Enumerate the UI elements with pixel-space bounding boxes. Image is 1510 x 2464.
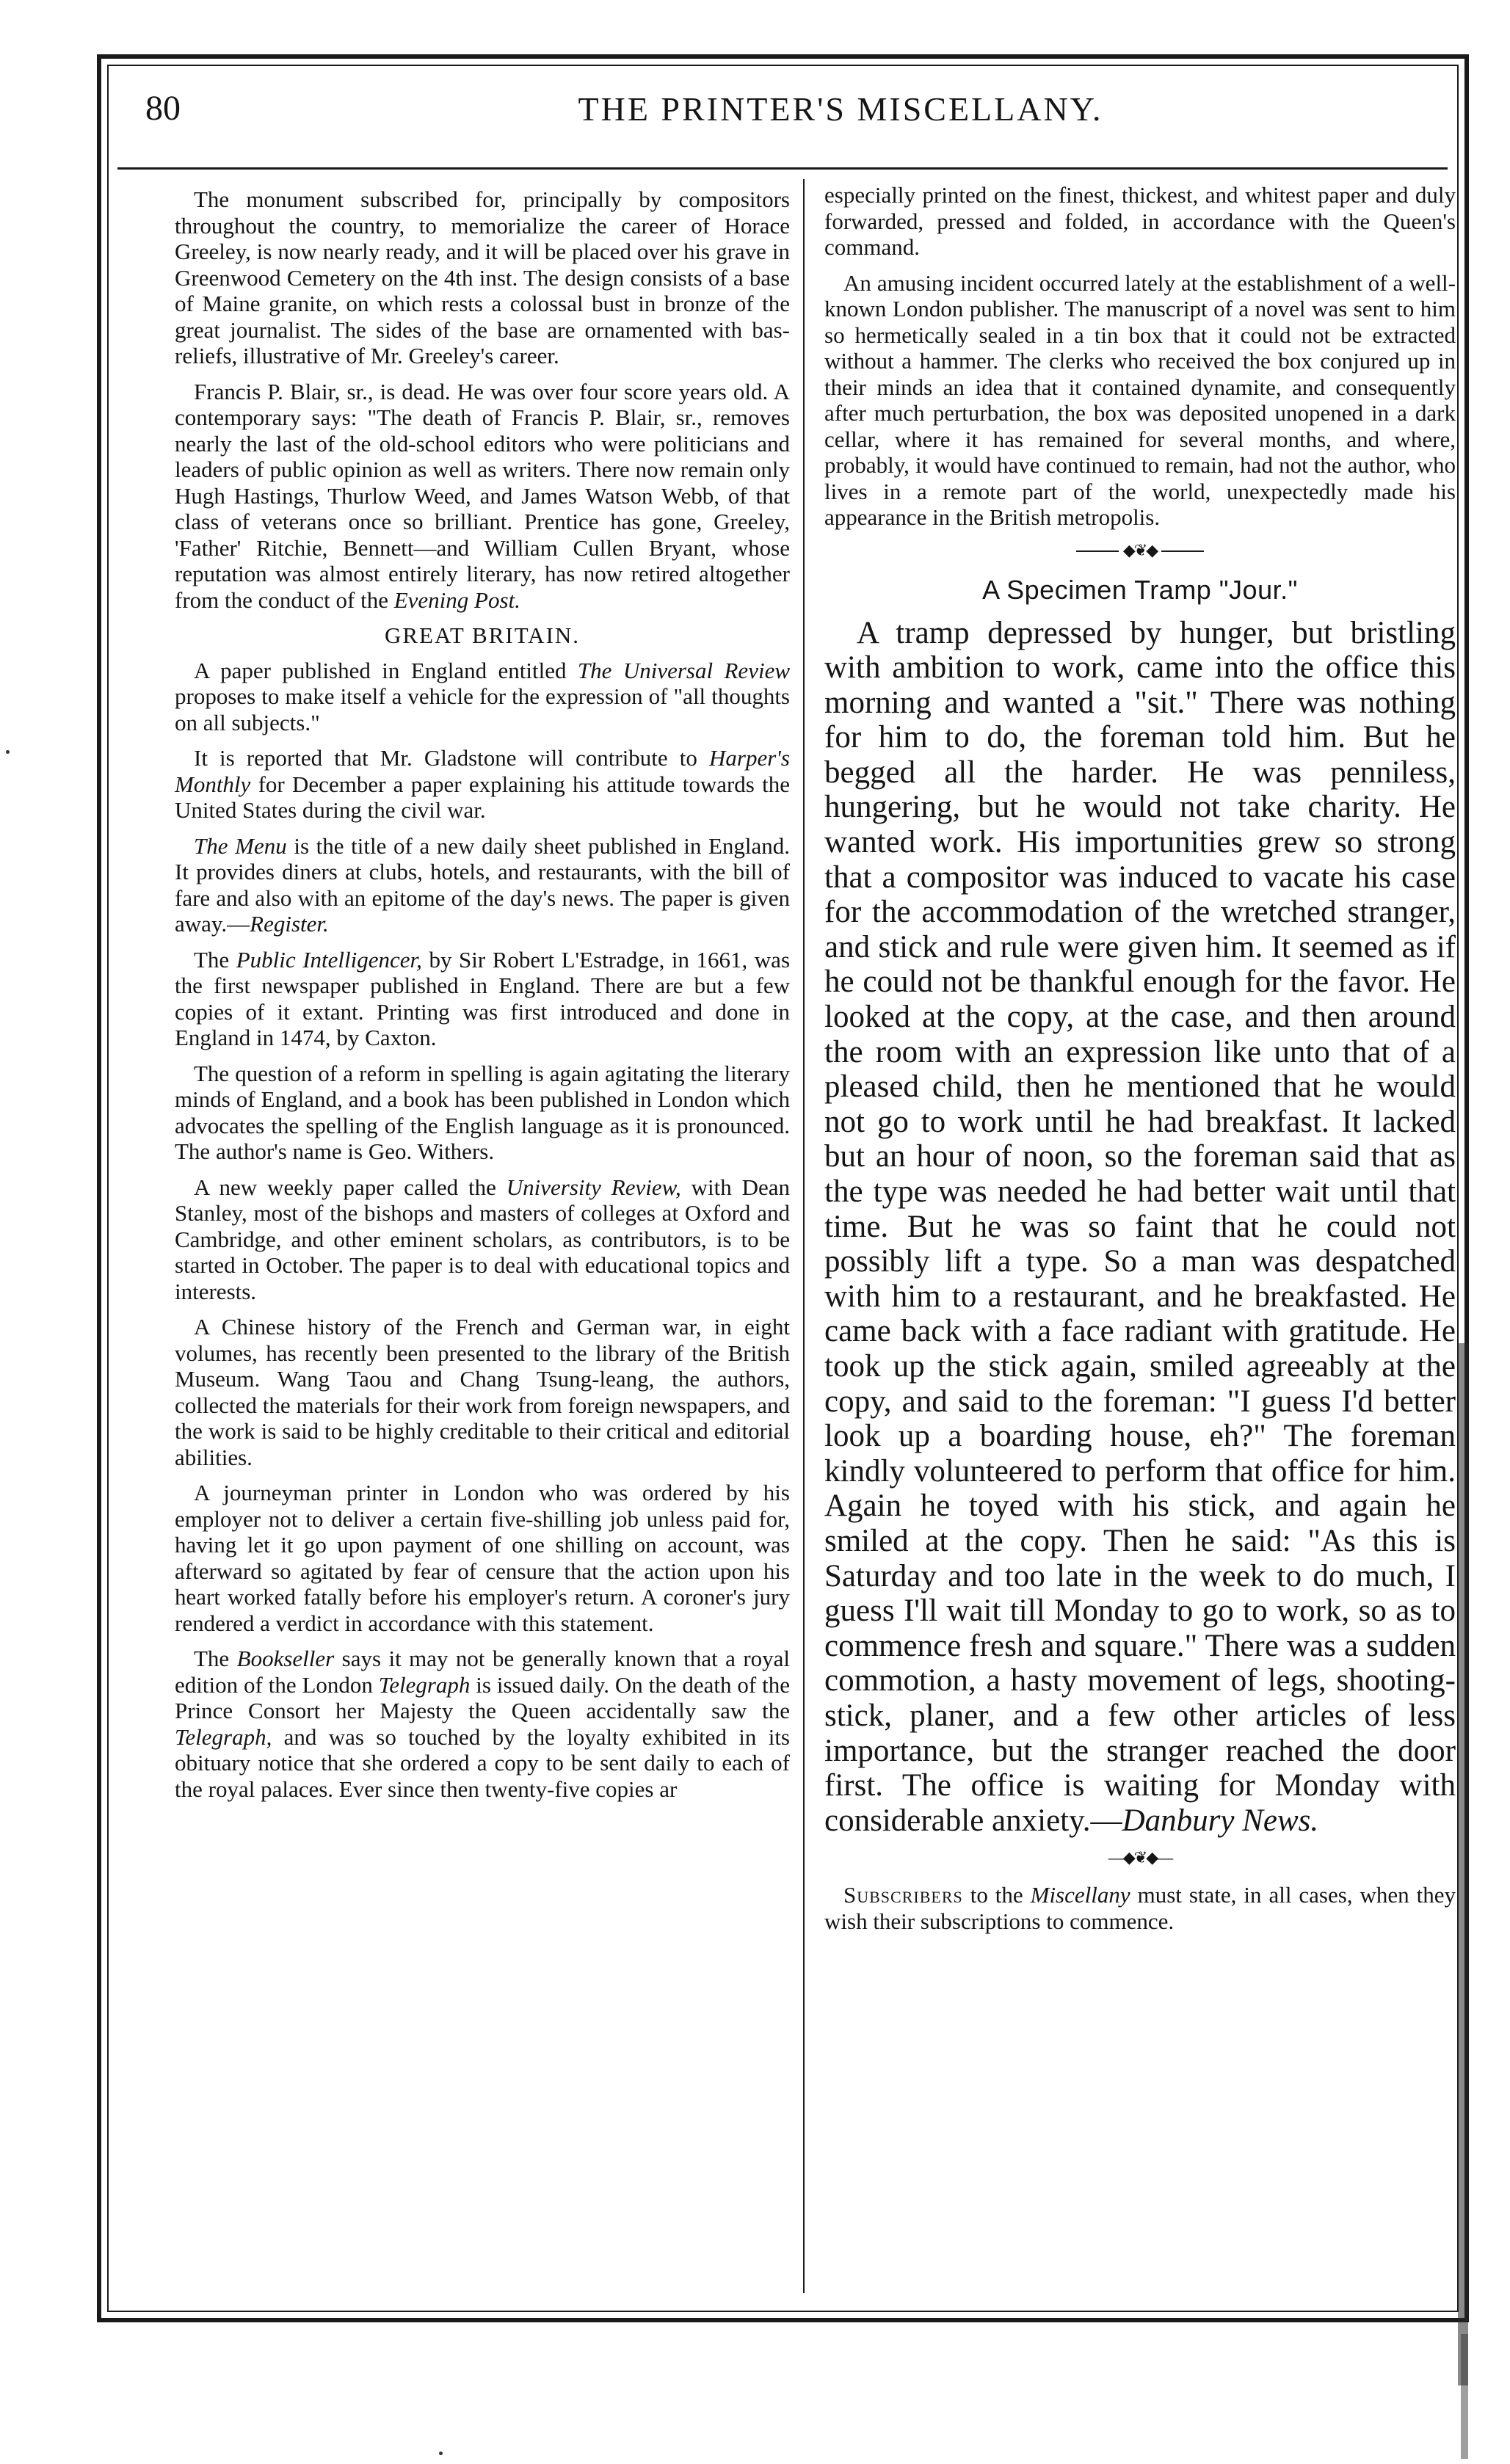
ornament-divider: ◆❦◆ <box>824 541 1456 560</box>
header-rule <box>117 167 1448 170</box>
paragraph-journeyman-printer: A journeyman printer in London who was ordered by his employer not to deliver a certain five-shilling job unless paid for, having let it go upon payment of one shilling on account, was afterward so agitated by fear of censure that the action upon his heart worked fatally before his employer's return. A coroner's jury rendered a verdict in accordance with this statement. <box>175 1480 790 1636</box>
paragraph-universal-review: A paper published in England entitled The Universal Review proposes to make itself a vehicle for the expression of "all thoughts on all subjects." <box>175 657 791 735</box>
scan-dot <box>439 2452 443 2455</box>
paragraph-royal-edition-cont: especially printed on the finest, thickest, and whitest paper and duly forwarded, pressed and folded, in accordance with the Queen's command. <box>824 182 1456 260</box>
paragraph-menu: The Menu is the title of a new daily sheet published in England. It provides diners at clubs, hotels, and restaurants, with the bill of fare and also with an epitome of the day's news. The paper is given away.—Register. <box>175 832 791 937</box>
column-divider <box>803 179 805 2293</box>
continued-text <box>824 182 1456 531</box>
paragraph-greeley-monument: The monument subscribed for, principally by compositors throughout the country, to memorialize the career of Horace Greeley, is now nearly ready, and it will be placed over his grave in Greenwood Cemetery on the 4th inst. The design consists of a base of Maine granite, on which rests a colossal bust in bronze of the great journalist. The sides of the base are ornamented with bas-reliefs, illustrative of Mr. Greeley's career. <box>175 186 790 368</box>
right-column <box>824 182 1456 1944</box>
paragraph-blair: Francis P. Blair, sr., is dead. He was over four score years old. A contemporary says: "The death of Francis P. Blair, sr., removes nearly the last of the old-school editors who were politicians and leaders of public opinion as well as writers. There now remain only Hugh Hastings, Thurlow Weed, and James Watson Webb, of that class of veterans once so brilliant. Prentice has gone, Greeley, 'Father' Ritchie, Bennett—and William Cullen Bryant, whose reputation was almost entirely literary, has now retired altogether from the conduct of the Evening Post. <box>175 378 790 613</box>
ornament-divider-small: —◆❦◆— <box>1108 1848 1172 1867</box>
section-heading-great-britain: GREAT BRITAIN. <box>384 622 581 648</box>
paragraph-subscribers: Subscribers to the Miscellany must state, in all cases, when they wish their subscriptions to commence. <box>824 1882 1456 1934</box>
page-number: 80 <box>145 89 181 128</box>
paragraph-spelling-reform: The question of a reform in spelling is again agitating the literary minds of England, and a book has been published in London which advocates the spelling of the English language as it is pronounced. The author's name is Geo. Withers. <box>175 1060 790 1164</box>
paragraph-tramp: A tramp depressed by hunger, but bristling with ambition to work, came into the office this morning and wanted a "sit." There was nothing for him to do, the foreman told him. But he begged all the harder. He was penniless, hungering, but he would not take charity. He wanted work. His importunities grew so strong that a compositor was induced to vacate his case for the accommodation of the wretched stranger, and stick and rule were given him. It seemed as if he could not be thankful enough for the favor. He looked at the copy, at the case, and then around the room with an expression like unto that of a pleased child, then he mentioned that he would not go to work until he had breakfast. It lacked but an hour of noon, so the foreman said that as the type was needed he had better wait until that time. But he was so faint that he could not possibly lift a type. So a man was despatched with him to a restaurant, and he breakfasted. He came back with a face radiant with gratitude. He took up the stick again, smiled agreeably at the copy, and said to the foreman: "I guess I'd better look up a boarding house, eh?" The foreman kindly volunteered to perform that office for him. Again he toyed with his stick, and again he smiled at the copy. Then he said: "As this is Saturday and too late in the week to do much, I guess I'll wait till Monday to go to work, so as to commence fresh and square." There was a sudden commotion, a hasty movement of legs, shooting-stick, planer, and a few other articles of less importance, but the stranger reached the door first. The office is waiting for Monday with considerable anxiety.—Danbury News. <box>824 615 1456 1838</box>
paragraph-chinese-history: A Chinese history of the French and German war, in eight volumes, has recently been presented to the library of the British Museum. Wang Taou and Chang Tsung-leang, the authors, collected the materials for their work from foreign newspapers, and the work is said to be highly creditable to their critical and editorial abilities. <box>175 1314 790 1470</box>
paragraph-public-intelligencer: The Public Intelligencer, by Sir Robert L'Estradge, in 1661, was the first newspaper published in England. There are but a few copies of it extant. Printing was first introduced and done in England in 1474, by Caxton. <box>175 946 791 1050</box>
left-column <box>175 186 790 1811</box>
paragraph-novel-manuscript: An amusing incident occurred lately at the establishment of a well-known London publisher. The manuscript of a novel was sent to him so hermetically sealed in a tin box that it could not be extracted without a hammer. The clerks who received the box conjured up in their minds an idea that it contained dynamite, and consequently after much perturbation, the box was deposited unopened in a dark cellar, where it has remained for several months, and where, probably, it would have continued to remain, had not the author, who lives in a remote part of the world, unexpectedly made his appearance in the British metropolis. <box>824 269 1456 530</box>
paragraph-university-review: A new weekly paper called the University Review, with Dean Stanley, most of the bishops and masters of colleges at Oxford and Cambridge, and other eminent scholars, as contributors, is to be started in October. The paper is to deal with educational topics and interests. <box>175 1174 790 1304</box>
scan-dot <box>6 750 10 754</box>
paragraph-bookseller: The Bookseller says it may not be generally known that a royal edition of the London Telegraph is issued daily. On the death of the Prince Consort her Majesty the Queen accidentally saw the Telegraph, and was so touched by the loyalty exhibited in its obituary notice that she ordered a copy to be sent daily to each of the royal palaces. Ever since then twenty-five copies ar <box>175 1646 791 1802</box>
running-title: THE PRINTER'S MISCELLANY. <box>578 90 1103 128</box>
tramp-article <box>824 616 1456 1839</box>
subscriber-notice <box>824 1882 1456 1934</box>
article-title: A Specimen Tramp "Jour." <box>982 574 1298 605</box>
scan-edge-mark <box>1461 2334 1468 2459</box>
paragraph-gladstone: It is reported that Mr. Gladstone will contribute to Harper's Monthly for December a paper explaining his attitude towards the United States during the civil war. <box>175 745 791 823</box>
scan-edge-mark <box>1458 1343 1468 2385</box>
